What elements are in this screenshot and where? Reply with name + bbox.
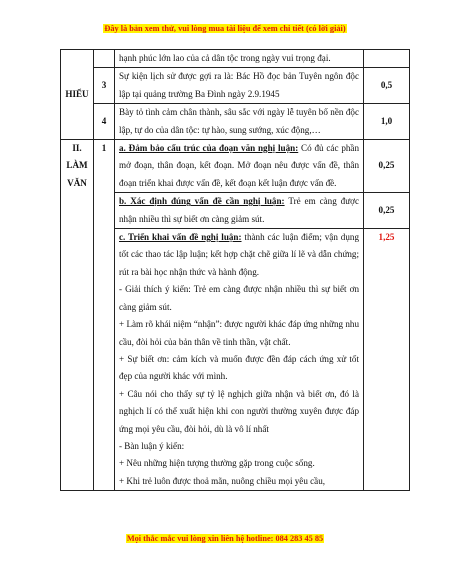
- score: 0,25: [364, 140, 410, 193]
- table-row: [61, 140, 410, 193]
- answer-text: a. Đảm bảo cấu trúc của đoạn văn nghị luận: Có đủ các phần mở đoạn, thân đoạn, kết đoạn. Mở đoạn nêu được vấn đề, thân đoạn triển khai được vấn đề, kết đoạn kết luận được vấn đề.: [115, 140, 364, 193]
- preview-notice: Đây là bản xem thử, vui lòng mua tài liệu để xem chi tiết (có lời giải): [104, 24, 346, 33]
- score: 0,5: [364, 68, 410, 104]
- hotline-notice: Mọi thắc mắc vui lòng xin liên hệ hotline: 084 283 45 85: [126, 534, 324, 543]
- table-row: [61, 104, 410, 140]
- section-label-lam-van: II. LÀM VĂN: [61, 140, 94, 491]
- answer-text: hạnh phúc lớn lao của cả dân tộc trong ngày vui trọng đại.: [115, 50, 364, 68]
- score: 1,0: [364, 104, 410, 140]
- section-label-hieu: HIỂU: [61, 50, 94, 140]
- table-row: [61, 50, 410, 68]
- table-row: [61, 68, 410, 104]
- question-number: 4: [94, 104, 115, 140]
- answer-text: Bày tỏ tình cảm chân thành, sâu sắc với ngày lễ tuyên bố nền độc lập, tự do của dân tộc: tự hào, sung sướng, xúc động,…: [115, 104, 364, 140]
- question-number: 3: [94, 68, 115, 104]
- answer-text: Sự kiện lịch sử được gợi ra là: Bác Hồ đọc bản Tuyên ngôn độc lập tại quảng trường Ba Đình ngày 2.9.1945: [115, 68, 364, 104]
- score: 0,25: [364, 193, 410, 229]
- answer-text: b. Xác định đúng vấn đề cần nghị luận: Trẻ em càng được nhận nhiều thì sự biết ơn càng giảm sút.: [115, 193, 364, 229]
- score: 1,25: [364, 229, 410, 491]
- answer-text: c. Triển khai vấn đề nghị luận: thành các luận điểm; vận dụng tốt các thao tác lập luận; kết hợp chặt chẽ giữa lí lẽ và dẫn chứng; rút ra bài học nhận thức và hành động. - Giải thích ý kiến: Trẻ em càng được nhận nhiều thì sự biết ơn càng giảm sút. + Làm rõ khái niệm “nhận”: được người khác đáp ứng những nhu cầu, đòi hỏi của bản thân về tinh thần, vật chất. + Sự biết ơn: cảm kích và muốn được đền đáp cách ứng xử tốt đẹp của người khác với mình. + Câu nói cho thấy sự tỷ lệ nghịch giữa nhận và biết ơn, đó là nghịch lí có thể xuất hiện khi con người thường xuyên được đáp ứng mọi yêu cầu, đòi hỏi, dù là vô lí nhất - Bàn luận ý kiến: + Nêu những hiện tượng thường gặp trong cuộc sống. + Khi trẻ luôn được thoả mãn, nuông chiều mọi yêu cầu,: [115, 229, 364, 491]
- answer-table: [60, 49, 410, 491]
- question-number: 1: [94, 140, 115, 491]
